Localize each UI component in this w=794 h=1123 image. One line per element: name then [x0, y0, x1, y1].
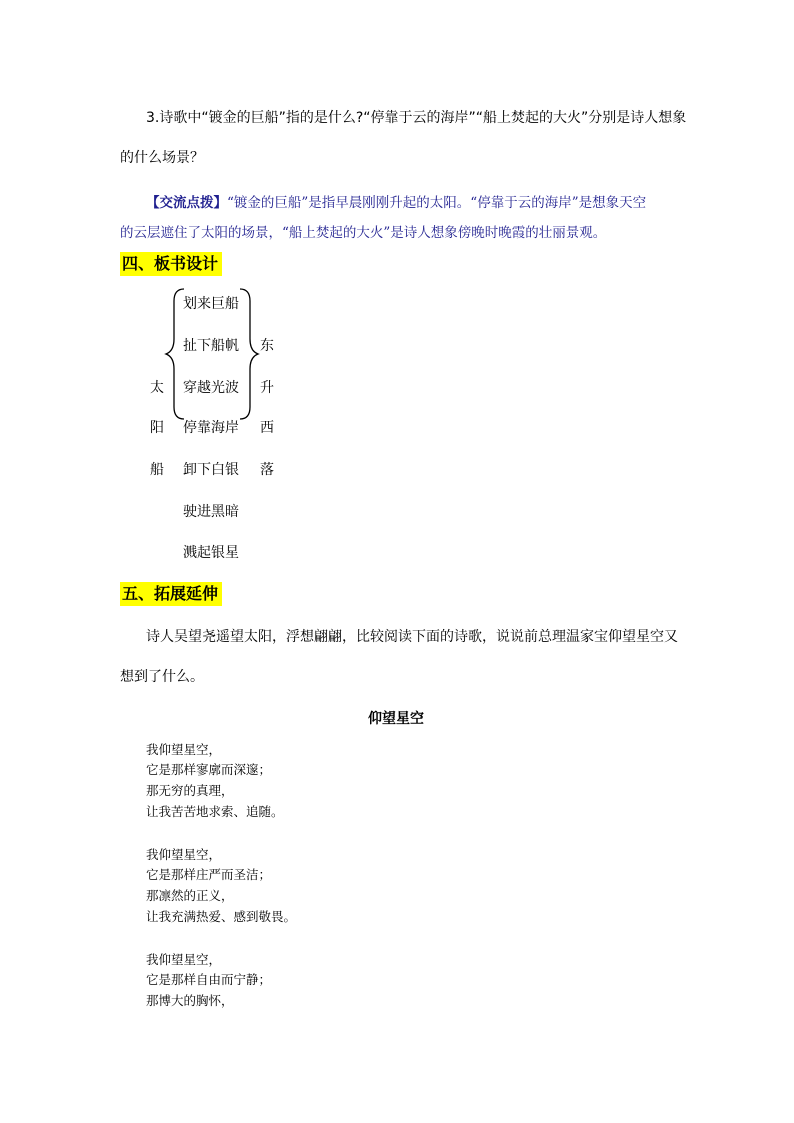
poem-line: 我仰望星空， — [146, 847, 222, 862]
poem-line: 它是那样自由而宁静； — [146, 972, 272, 987]
board-left-char-1: 太 — [150, 380, 164, 396]
board-right-char-3: 西 — [260, 420, 274, 436]
question-line-2: 的什么场景？ — [120, 150, 204, 166]
answer-line-1 — [146, 193, 646, 213]
board-left-char-3: 船 — [150, 462, 164, 478]
poem-line: 那凛然的正义， — [146, 888, 234, 903]
poem-line: 它是那样寥廓而深邃； — [146, 762, 272, 777]
answer-label: 【交流点拨】 — [146, 195, 227, 211]
right-brace-icon — [238, 287, 260, 421]
answer-line-1-text: “镀金的巨船”是指早晨刚刚升起的太阳。“停靠于云的海岸”是想象天空 — [227, 195, 647, 211]
poem-line: 那博大的胸怀， — [146, 993, 234, 1008]
board-left-char-2: 阳 — [150, 420, 164, 436]
section-heading-board-design: 四、板书设计 — [120, 252, 222, 276]
board-middle-item-3: 穿越光波 — [183, 380, 239, 396]
board-middle-item-6: 驶进黑暗 — [183, 504, 239, 520]
section-heading-extension: 五、拓展延伸 — [120, 582, 222, 606]
board-right-char-4: 落 — [260, 462, 274, 478]
extension-line-2: 想到了什么。 — [120, 669, 204, 685]
board-middle-item-4: 停靠海岸 — [183, 420, 239, 436]
question-line-1: 3.诗歌中“镀金的巨船”指的是什么?“停靠于云的海岸”“船上焚起的大火”分别是诗人想象 — [146, 110, 687, 126]
answer-line-2: 的云层遮住了太阳的场景，“船上焚起的大火”是诗人想象傍晚时晚霞的壮丽景观。 — [120, 225, 607, 241]
poem-line: 我仰望星空， — [146, 742, 222, 757]
board-middle-item-2: 扯下船帆 — [183, 338, 239, 354]
poem-line: 让我充满热爱、感到敬畏。 — [146, 909, 297, 924]
poem-line: 让我苦苦地求索、追随。 — [146, 804, 284, 819]
board-right-char-2: 升 — [260, 380, 274, 396]
poem-line: 我仰望星空， — [146, 952, 222, 967]
poem-title: 仰望星空 — [368, 711, 424, 727]
board-middle-item-7: 溅起银星 — [183, 545, 239, 561]
extension-line-1: 诗人吴望尧遥望太阳，浮想翩翩，比较阅读下面的诗歌，说说前总理温家宝仰望星空又 — [146, 629, 678, 645]
poem-line: 它是那样庄严而圣洁； — [146, 867, 272, 882]
board-right-char-1: 东 — [260, 338, 274, 354]
poem-line: 那无穷的真理， — [146, 783, 234, 798]
board-middle-item-1: 划来巨船 — [183, 296, 239, 312]
board-middle-item-5: 卸下白银 — [183, 462, 239, 478]
